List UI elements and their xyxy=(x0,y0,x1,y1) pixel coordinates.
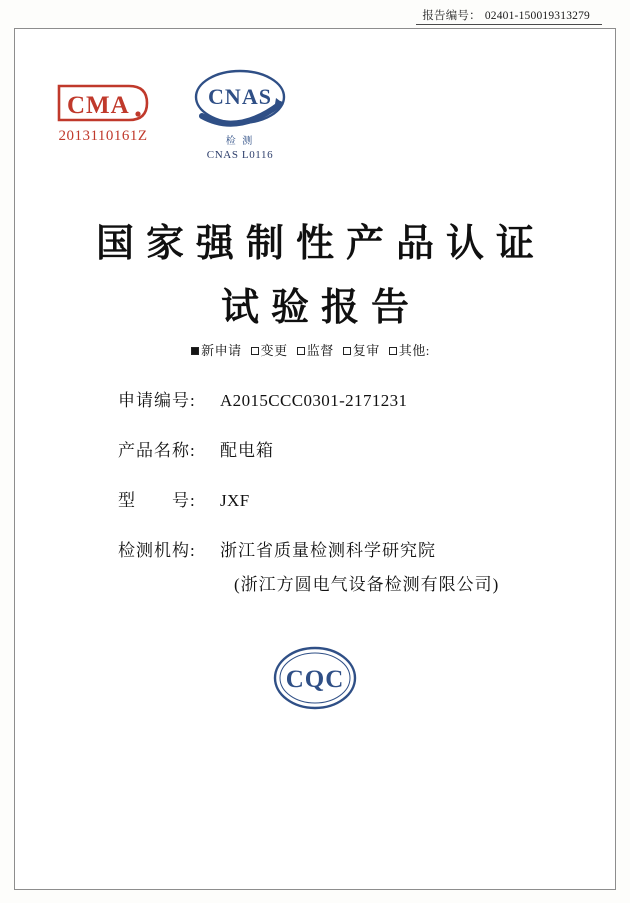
checkbox-label: 变更 xyxy=(260,343,288,358)
field-value: A2015CCC0301-2171231 xyxy=(220,391,408,410)
svg-text:CNAS: CNAS xyxy=(208,84,272,109)
field-application-number xyxy=(118,386,588,411)
report-number-strip xyxy=(0,4,630,26)
field-value: 配电箱 xyxy=(220,441,274,460)
field-product-name xyxy=(118,436,588,461)
cma-code: 2013110161Z xyxy=(58,128,148,144)
field-test-organization-secondary: (浙江方圆电气设备检测有限公司) xyxy=(234,575,500,594)
checkbox-label: 监督 xyxy=(306,343,334,358)
checkbox-box-icon[interactable] xyxy=(191,347,199,355)
field-label: 申请编号: xyxy=(118,391,196,410)
checkbox-review[interactable] xyxy=(343,340,380,359)
checkbox-change[interactable] xyxy=(251,340,288,359)
checkbox-label: 复审 xyxy=(352,343,380,358)
checkbox-box-icon[interactable] xyxy=(343,347,351,355)
cqc-logo-icon xyxy=(267,640,363,716)
checkbox-new-application[interactable] xyxy=(191,340,242,359)
certification-marks xyxy=(0,52,630,162)
field-label: 产品名称: xyxy=(118,441,196,460)
checkbox-label: 其他: xyxy=(398,343,430,358)
report-number-label: 报告编号： xyxy=(422,9,481,22)
checkbox-box-icon[interactable] xyxy=(389,347,397,355)
field-label: 型 号: xyxy=(118,491,196,510)
report-fields xyxy=(118,386,588,619)
field-model xyxy=(118,486,588,511)
cqc-mark xyxy=(0,640,630,716)
field-label: 检测机构: xyxy=(118,541,196,560)
field-value: 浙江省质量检测科学研究院 xyxy=(220,541,436,560)
checkbox-label: 新申请 xyxy=(201,343,242,358)
checkbox-other[interactable] xyxy=(389,340,430,359)
report-number-value: 02401-150019313279 xyxy=(484,9,590,22)
svg-text:CQC: CQC xyxy=(285,666,345,693)
svg-text:CMA: CMA xyxy=(67,92,130,119)
cnas-logo-icon xyxy=(184,64,296,138)
checkbox-box-icon[interactable] xyxy=(297,347,305,355)
cnas-mark xyxy=(175,64,305,161)
cma-mark xyxy=(38,82,168,145)
cnas-sub-label: 检 测 xyxy=(225,136,255,147)
field-value: JXF xyxy=(220,491,250,510)
cma-logo-icon xyxy=(55,82,151,122)
report-number xyxy=(416,6,602,25)
application-type-checkboxes xyxy=(0,340,630,359)
document-title-line2: 试验报告 xyxy=(220,287,421,329)
checkbox-supervision[interactable] xyxy=(297,340,334,359)
field-test-organization xyxy=(118,536,588,561)
checkbox-box-icon[interactable] xyxy=(251,347,259,355)
document-title-line1: 国家强制性产品认证 xyxy=(95,223,546,265)
cnas-code: CNAS L0116 xyxy=(206,149,274,161)
